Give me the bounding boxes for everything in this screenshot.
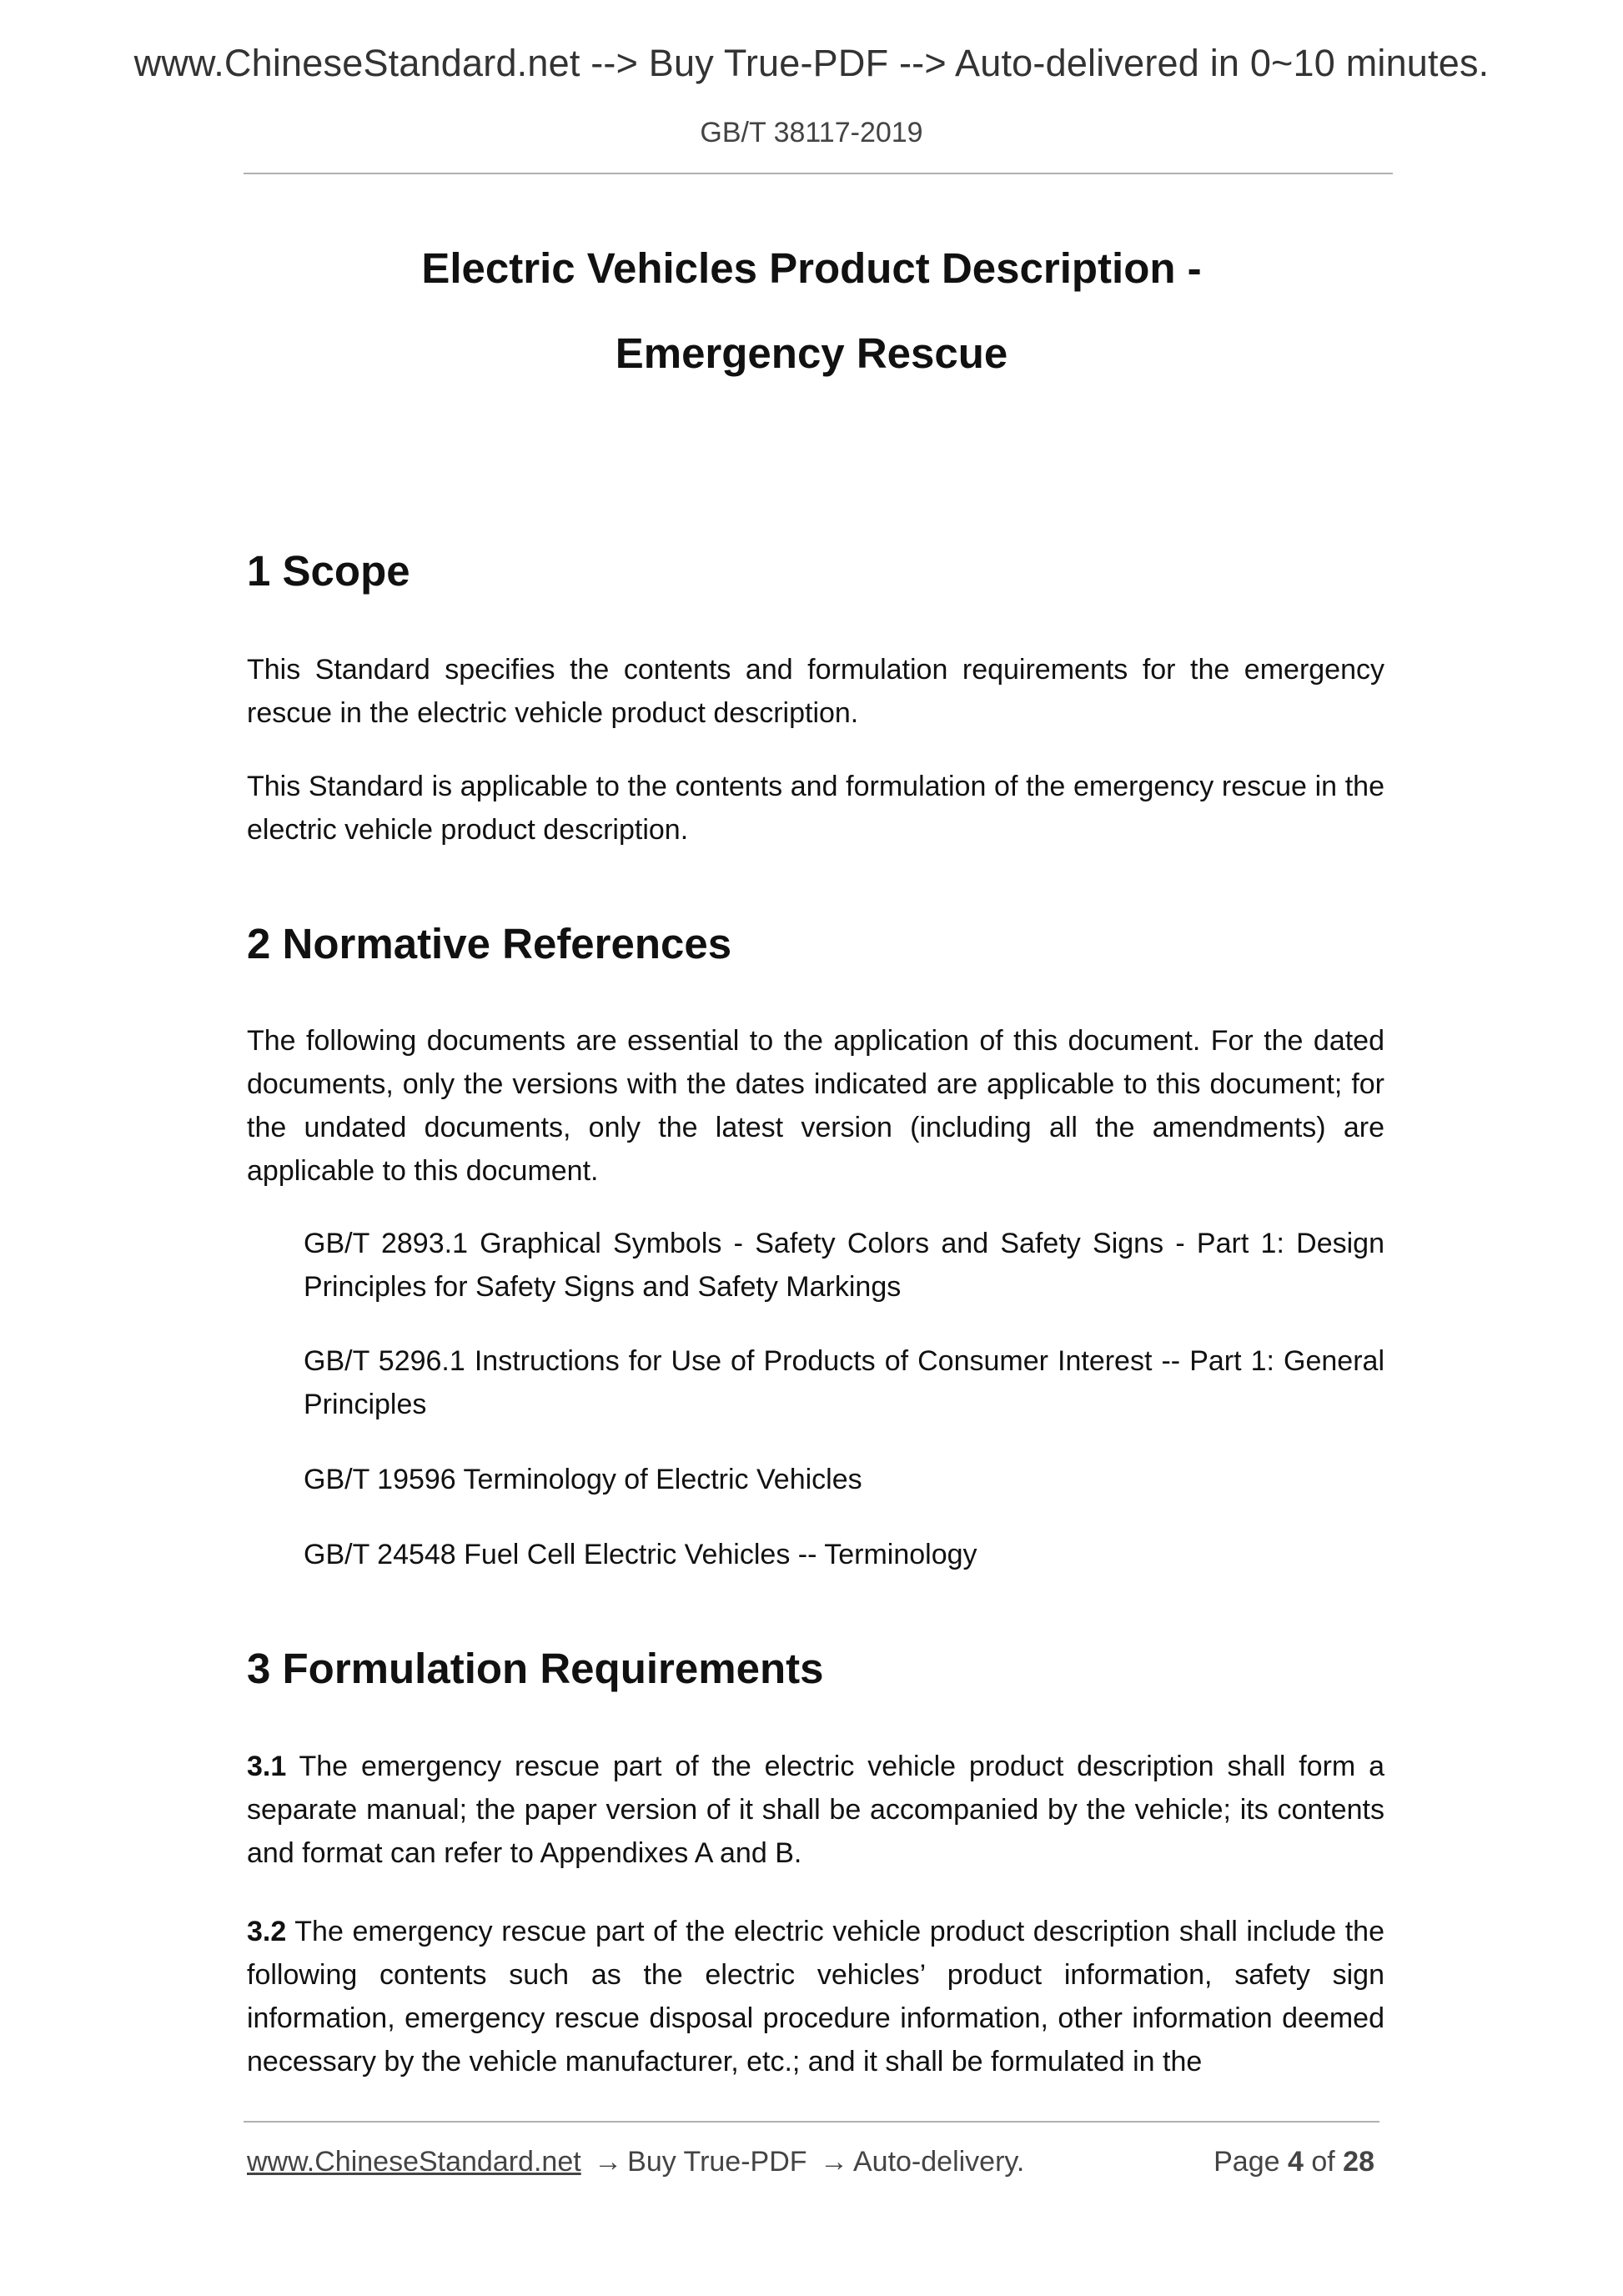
page-current: 4 bbox=[1287, 2146, 1304, 2178]
document-code: GB/T 38117-2019 bbox=[700, 117, 923, 148]
clause-text: The emergency rescue part of the electric vehicle product description shall include the following contents such as the electric vehicles’ product information, safety sign information, emergency rescue disposal procedure information, other information deemed necessary by the vehicle manufacturer, etc.; and it shall be formulated in the bbox=[247, 1916, 1384, 2077]
footer-site-link[interactable]: www.ChineseStandard.net bbox=[247, 2146, 581, 2178]
top-banner[interactable]: www.ChineseStandard.net --> Buy True-PDF --> Auto-delivered in 0~10 minutes. bbox=[133, 42, 1490, 84]
footer-buy-text: Buy True-PDF bbox=[627, 2146, 807, 2178]
reference-item: GB/T 19596 Terminology of Electric Vehicles bbox=[304, 1464, 862, 1495]
footer-links bbox=[247, 2146, 1024, 2178]
arrow-right-icon: → bbox=[594, 2146, 623, 2178]
page-indicator bbox=[1213, 2146, 1374, 2178]
scope-paragraph-2: This Standard is applicable to the contents and formulation of the emergency rescue in the electric vehicle product description. bbox=[247, 771, 1384, 846]
reference-item: GB/T 2893.1 Graphical Symbols - Safety Colors and Safety Signs - Part 1: Design Principles for Safety Signs and Safety Markings bbox=[304, 1228, 1384, 1303]
reference-item: GB/T 5296.1 Instructions for Use of Products of Consumer Interest -- Part 1: General Principles bbox=[304, 1345, 1384, 1420]
clause-3-1 bbox=[247, 1745, 1384, 1875]
header-divider bbox=[244, 173, 1393, 174]
clause-3-2 bbox=[247, 1910, 1384, 2083]
section-heading-scope: 1 Scope bbox=[247, 547, 410, 595]
document-title-line-1: Electric Vehicles Product Description - bbox=[421, 244, 1202, 292]
clause-text: The emergency rescue part of the electric vehicle product description shall form a separate manual; the paper version of it shall be accompanied by the vehicle; its contents and format can refer to Appendixes A and B. bbox=[247, 1751, 1384, 1869]
clause-number: 3.2 bbox=[247, 1916, 287, 1947]
scope-paragraph-1: This Standard specifies the contents and formulation requirements for the emergency rescue in the electric vehicle product description. bbox=[247, 654, 1384, 729]
document-title-line-2: Emergency Rescue bbox=[615, 329, 1008, 377]
section-heading-normative-references: 2 Normative References bbox=[247, 920, 732, 967]
footer-delivery-text: Auto-delivery. bbox=[852, 2146, 1025, 2178]
page-label: Page bbox=[1213, 2146, 1280, 2178]
clause-number: 3.1 bbox=[247, 1751, 287, 1782]
footer-divider bbox=[244, 2121, 1379, 2123]
page-of-label: of bbox=[1311, 2146, 1335, 2178]
reference-item: GB/T 24548 Fuel Cell Electric Vehicles -- Terminology bbox=[304, 1539, 977, 1570]
section-heading-formulation-requirements: 3 Formulation Requirements bbox=[247, 1645, 824, 1692]
normative-intro-paragraph: The following documents are essential to the application of this document. For the dated documents, only the versions with the dates indicated are applicable to this document; for the undated documents, only the latest version (including all the amendments) are applicable to this document. bbox=[247, 1025, 1384, 1187]
arrow-right-icon: → bbox=[819, 2146, 848, 2178]
page-total: 28 bbox=[1343, 2146, 1374, 2178]
